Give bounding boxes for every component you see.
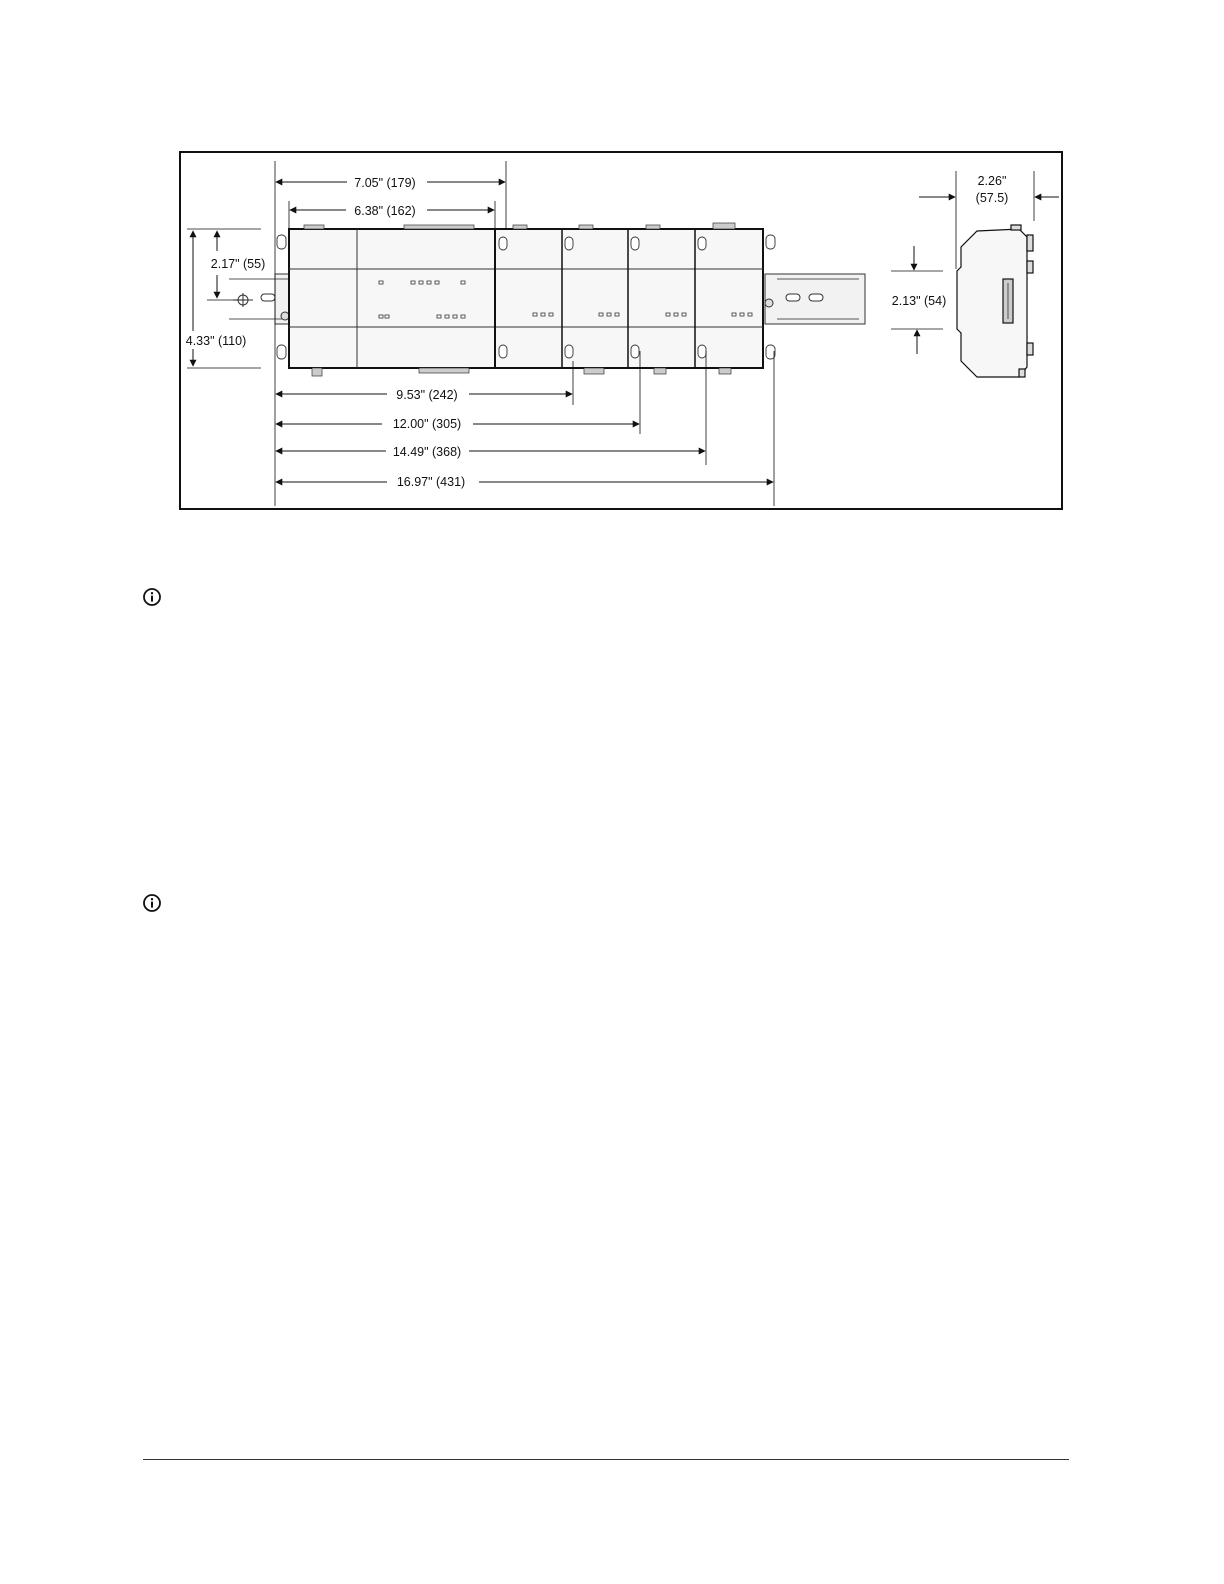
info-icon xyxy=(142,587,162,607)
controller-body xyxy=(277,223,775,376)
dim-label-14-49: 14.49" (368) xyxy=(392,445,462,459)
dim-label-16-97: 16.97" (431) xyxy=(396,475,466,489)
dim-label-2-26: 2.26" xyxy=(977,174,1007,188)
dim-label-9-53: 9.53" (242) xyxy=(396,388,458,402)
dim-label-4-33: 4.33" (110) xyxy=(185,334,247,348)
dimension-figure xyxy=(179,151,1063,510)
dim-label-2-13: 2.13" (54) xyxy=(891,294,947,308)
dim-label-2-17: 2.17" (55) xyxy=(210,257,266,271)
info-icon xyxy=(142,893,162,913)
footer-divider xyxy=(143,1459,1069,1460)
dim-label-12-00: 12.00" (305) xyxy=(392,417,462,431)
dim-label-57-5: (57.5) xyxy=(975,191,1009,205)
side-view xyxy=(957,225,1033,377)
dim-label-6-38: 6.38" (162) xyxy=(354,204,416,218)
dim-label-7-05: 7.05" (179) xyxy=(354,176,416,190)
